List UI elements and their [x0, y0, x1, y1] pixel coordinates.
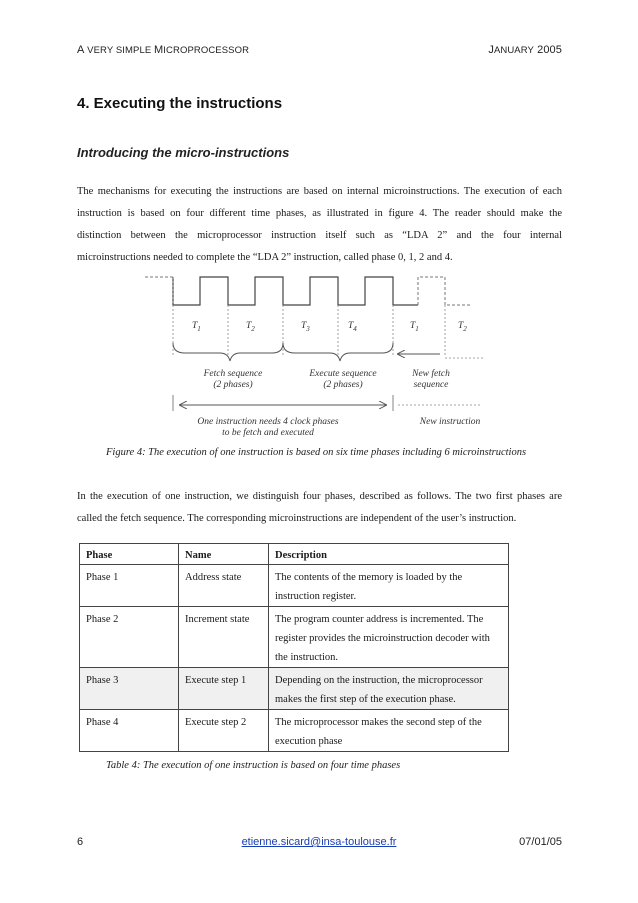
- running-header-title: A VERY SIMPLE MICROPROCESSOR: [77, 44, 250, 56]
- page-number: 6: [77, 836, 84, 848]
- table-header-row: [80, 544, 509, 565]
- cell-description: Depending on the instruction, the microprocessor makes the first step of the execution phase.: [269, 668, 509, 710]
- cell-name: Increment state: [179, 607, 269, 668]
- author-email-link[interactable]: etienne.sicard@insa-toulouse.fr: [241, 836, 397, 848]
- cell-description: The contents of the memory is loaded by the instruction register.: [269, 565, 509, 607]
- footer-date: 07/01/05: [519, 836, 562, 848]
- cell-description: The program counter address is incremented. The register provides the microinstruction decoder with the instruction.: [269, 607, 509, 668]
- intro-line-4: microinstructions needed to complete the “LDA 2” instruction, called phase 0, 1, 2 and 4.: [77, 252, 453, 263]
- table-caption: Table 4: The execution of one instruction is based on four time phases: [106, 760, 401, 771]
- one-instruction-label: One instruction needs 4 clock phases to be fetch and executed: [197, 417, 339, 438]
- execute-sequence-label: Execute sequence (2 phases): [309, 369, 377, 390]
- phase-boundaries: [173, 277, 445, 355]
- cell-phase: Phase 2: [80, 607, 179, 668]
- new-fetch-label: New fetch sequence: [412, 369, 450, 390]
- intro-line-3: distinction between the microprocessor instruction itself such as “LDA 2” and the four internal: [77, 230, 562, 241]
- phases-table: [79, 543, 509, 752]
- column-header-description: Description: [269, 544, 509, 565]
- running-header-date: JANUARY 2005: [488, 44, 562, 56]
- phase-label-t4: $T_4$: [348, 321, 357, 333]
- column-header-name: Name: [179, 544, 269, 565]
- new-instruction-label: New instruction: [419, 417, 481, 427]
- timing-diagram: [140, 265, 500, 445]
- section-subtitle: Introducing the micro-instructions: [77, 145, 290, 160]
- table-row: [80, 710, 509, 752]
- phase-label-t2-next: $T_2$: [458, 321, 467, 333]
- table-row: [80, 607, 509, 668]
- cell-phase: Phase 4: [80, 710, 179, 752]
- figure-caption: Figure 4: The execution of one instruction is based on six time phases including 6 microinstructions: [106, 447, 527, 458]
- phase-label-t1-next: $T_1$: [410, 321, 419, 333]
- column-header-phase: Phase: [80, 544, 179, 565]
- fetch-sequence-label: Fetch sequence (2 phases): [203, 369, 263, 390]
- cell-phase: Phase 3: [80, 668, 179, 710]
- intro-paragraph: [77, 181, 562, 269]
- phases-line-1: In the execution of one instruction, we distinguish four phases, described as follows. The two first phases are: [77, 491, 562, 502]
- cell-name: Address state: [179, 565, 269, 607]
- phase-label-t1: $T_1$: [192, 321, 201, 333]
- intro-line-1: The mechanisms for executing the instructions are based on internal microinstructions. The execution of each: [77, 186, 562, 197]
- phases-paragraph: [77, 486, 562, 530]
- section-title: 4. Executing the instructions: [77, 95, 283, 112]
- table-row: [80, 668, 509, 710]
- phase-label-t3: $T_3$: [301, 321, 310, 333]
- table-row: [80, 565, 509, 607]
- cell-phase: Phase 1: [80, 565, 179, 607]
- intro-line-2: instruction is based on four different time phases, as illustrated in figure 4. The reader should make the: [77, 208, 562, 219]
- cell-name: Execute step 2: [179, 710, 269, 752]
- phase-label-t2: $T_2$: [246, 321, 255, 333]
- cell-description: The microprocessor makes the second step of the execution phase: [269, 710, 509, 752]
- cell-name: Execute step 1: [179, 668, 269, 710]
- phases-line-2: called the fetch sequence. The corresponding microinstructions are independent of the user’s instruction.: [77, 513, 517, 524]
